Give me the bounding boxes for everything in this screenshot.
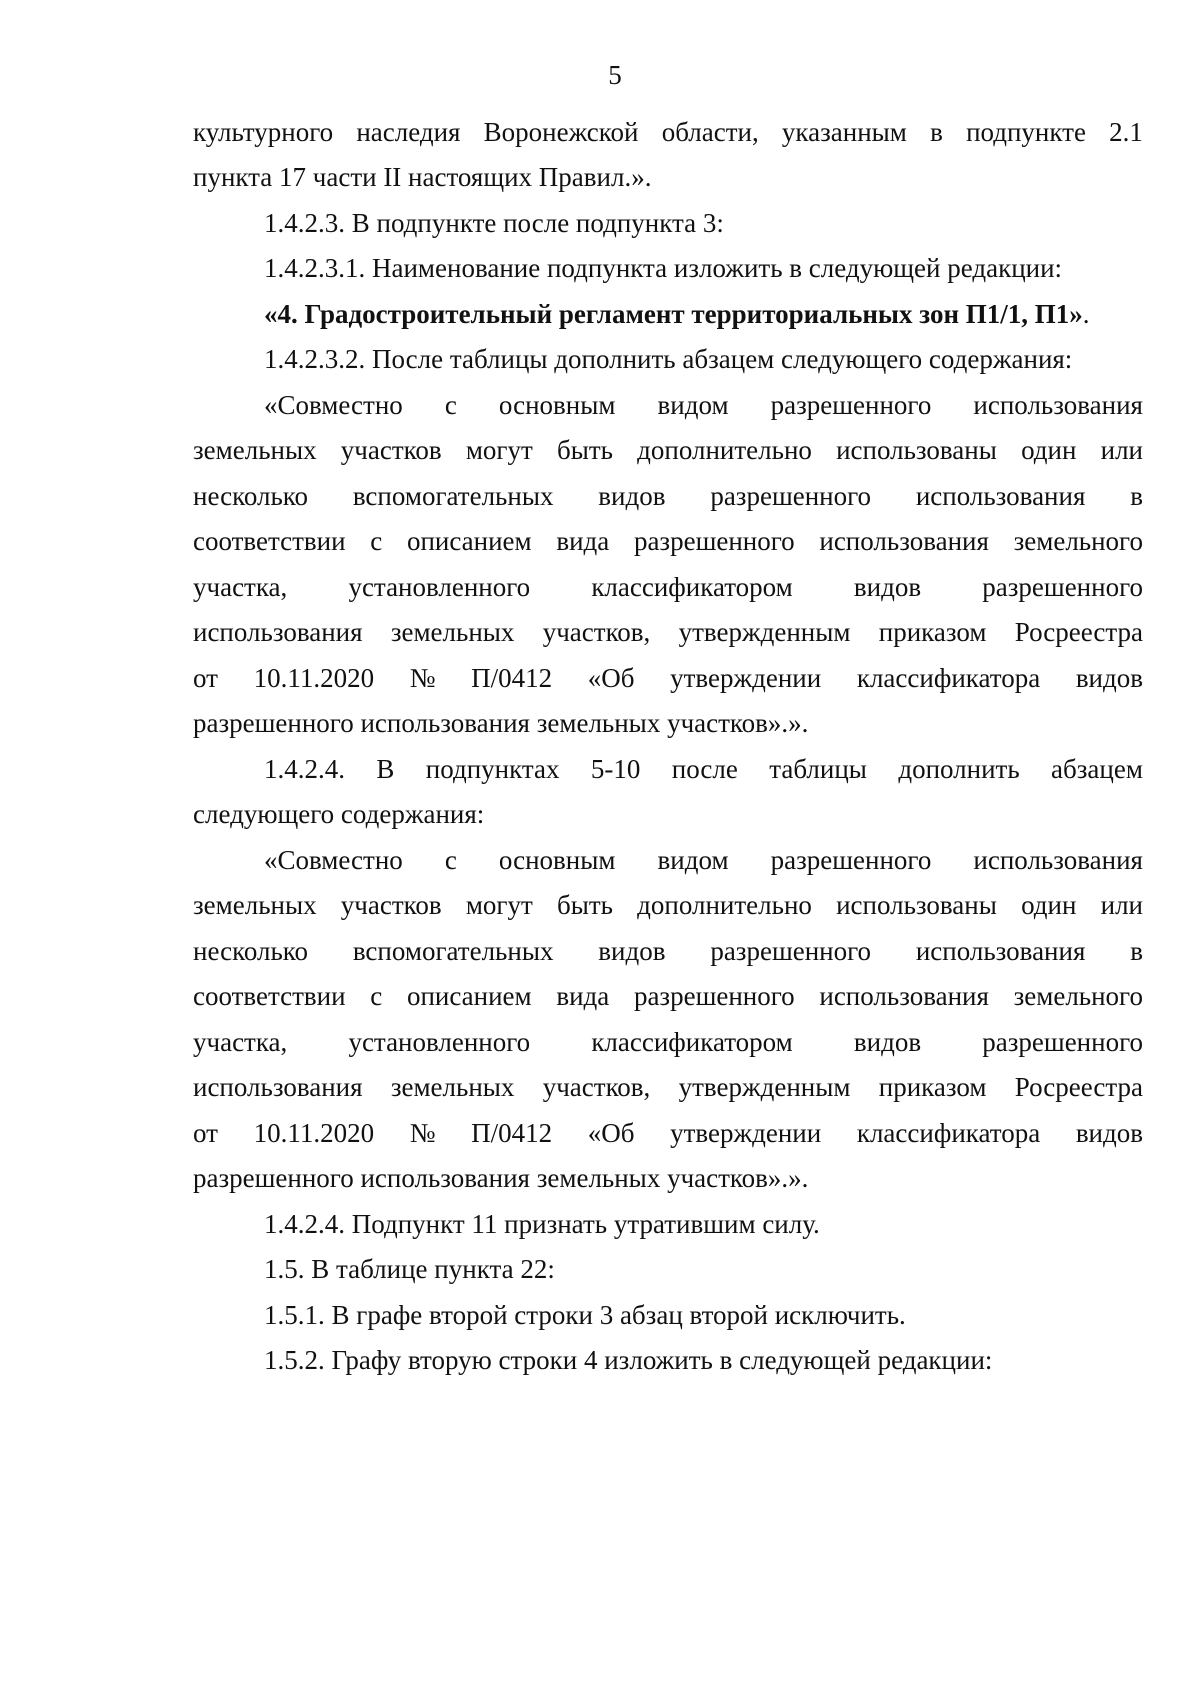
text-line: пункта 17 части II настоящих Правил.». bbox=[193, 162, 652, 192]
word: один bbox=[1021, 890, 1077, 920]
word: классификатором bbox=[591, 572, 793, 602]
word: использования bbox=[915, 936, 1086, 966]
word: видов bbox=[853, 572, 922, 602]
bold-heading: «4. Градостроительный регламент территориальных зон П1/1, П1» bbox=[264, 299, 1083, 329]
text-line: 1.5.1. В графе второй строки 3 абзац второй исключить. bbox=[264, 1300, 906, 1330]
word: П/0412 bbox=[471, 663, 553, 693]
word: вспомогательных bbox=[352, 936, 554, 966]
word: подпункте bbox=[966, 117, 1086, 147]
text-line: разрешенного использования земельных участков».». bbox=[193, 1163, 809, 1193]
word: дополнительно bbox=[637, 890, 812, 920]
word: Воронежской bbox=[483, 117, 639, 147]
word: с bbox=[444, 845, 457, 875]
word: земельных bbox=[193, 435, 317, 465]
word: один bbox=[1021, 435, 1077, 465]
word: от bbox=[193, 663, 218, 693]
text-line bbox=[193, 1024, 1143, 1060]
word: «Совместно bbox=[264, 845, 403, 875]
word: в bbox=[930, 117, 943, 147]
word: несколько bbox=[193, 481, 309, 511]
word: видов bbox=[598, 481, 666, 511]
word: земельных bbox=[193, 890, 317, 920]
word: использования bbox=[193, 617, 363, 647]
page-number: 5 bbox=[608, 60, 622, 90]
word: установленного bbox=[348, 1027, 531, 1057]
word: в bbox=[1130, 481, 1143, 511]
word: после bbox=[671, 754, 738, 784]
word: земельного bbox=[1013, 526, 1143, 556]
text-line: 1.4.2.3.1. Наименование подпункта изложить в следующей редакции: bbox=[264, 253, 1063, 283]
text-line bbox=[264, 387, 1143, 423]
word: основным bbox=[498, 390, 616, 420]
word: 10.11.2020 bbox=[253, 1118, 375, 1148]
word: разрешенного bbox=[770, 390, 932, 420]
text-line: 1.4.2.4. Подпункт 11 признать утратившим силу. bbox=[264, 1209, 820, 1239]
word: 1.4.2.4. bbox=[264, 754, 345, 784]
word: участка, bbox=[193, 1027, 288, 1057]
text-line: разрешенного использования земельных участков».». bbox=[193, 708, 809, 738]
text-line bbox=[193, 887, 1143, 923]
word: использованы bbox=[836, 435, 997, 465]
word: могут bbox=[465, 890, 533, 920]
word: видов bbox=[1075, 663, 1143, 693]
word: «Об bbox=[587, 1118, 635, 1148]
word: в bbox=[1130, 936, 1143, 966]
word: № bbox=[409, 1118, 436, 1148]
word: использования bbox=[819, 981, 989, 1011]
word: или bbox=[1100, 435, 1143, 465]
word: классификатора bbox=[856, 663, 1041, 693]
word: использования bbox=[973, 390, 1143, 420]
word: разрешенного bbox=[633, 981, 795, 1011]
text-line bbox=[193, 569, 1143, 605]
word: видов bbox=[598, 936, 666, 966]
word: утверждении bbox=[670, 663, 822, 693]
text-line bbox=[193, 1069, 1143, 1105]
word: видом bbox=[657, 390, 729, 420]
word: утвержденным bbox=[678, 1072, 851, 1102]
text-line bbox=[193, 432, 1143, 468]
text-line: следующего содержания: bbox=[193, 799, 485, 829]
word: 2.1 bbox=[1109, 117, 1143, 147]
word: вида bbox=[556, 981, 610, 1011]
word: № bbox=[409, 663, 436, 693]
word: использования bbox=[915, 481, 1086, 511]
word: 10.11.2020 bbox=[253, 663, 375, 693]
word: разрешенного bbox=[710, 936, 872, 966]
word: дополнить bbox=[898, 754, 1020, 784]
word: таблицы bbox=[769, 754, 867, 784]
word: участков bbox=[340, 890, 442, 920]
word: классификатором bbox=[591, 1027, 793, 1057]
word: использования bbox=[973, 845, 1143, 875]
text-line bbox=[264, 842, 1143, 878]
word: от bbox=[193, 1118, 218, 1148]
word: участков, bbox=[542, 617, 651, 647]
word: земельного bbox=[1013, 981, 1143, 1011]
word: могут bbox=[465, 435, 533, 465]
word: описанием bbox=[406, 526, 532, 556]
word: описанием bbox=[406, 981, 532, 1011]
word: соответствии bbox=[193, 526, 346, 556]
word: основным bbox=[498, 845, 616, 875]
word: разрешенного bbox=[982, 1027, 1143, 1057]
word: с bbox=[370, 526, 383, 556]
word: земельных bbox=[390, 1072, 515, 1102]
word: земельных bbox=[390, 617, 515, 647]
word: «Об bbox=[587, 663, 635, 693]
word: Росреестра bbox=[1014, 1072, 1143, 1102]
word: П/0412 bbox=[471, 1118, 553, 1148]
text-line bbox=[193, 978, 1143, 1014]
text-line: 1.4.2.3.2. После таблицы дополнить абзацем следующего содержания: bbox=[264, 344, 1073, 374]
word: видов bbox=[853, 1027, 922, 1057]
word: с bbox=[370, 981, 383, 1011]
word: быть bbox=[556, 890, 613, 920]
word: приказом bbox=[878, 1072, 987, 1102]
word: разрешенного bbox=[710, 481, 872, 511]
word: установленного bbox=[348, 572, 531, 602]
word: «Совместно bbox=[264, 390, 403, 420]
word: видов bbox=[1075, 1118, 1143, 1148]
word: подпунктах bbox=[425, 754, 560, 784]
word: 5-10 bbox=[590, 754, 641, 784]
text-line bbox=[193, 614, 1143, 650]
word: разрешенного bbox=[982, 572, 1143, 602]
word: указанным bbox=[781, 117, 907, 147]
word: участков, bbox=[542, 1072, 651, 1102]
word: несколько bbox=[193, 936, 309, 966]
text-line bbox=[193, 478, 1143, 514]
text-line: 1.4.2.3. В подпункте после подпункта 3: bbox=[264, 208, 724, 238]
word: области, bbox=[661, 117, 759, 147]
word: Росреестра bbox=[1014, 617, 1143, 647]
word: или bbox=[1100, 890, 1143, 920]
text-line bbox=[193, 933, 1143, 969]
word: быть bbox=[556, 435, 613, 465]
word: приказом bbox=[878, 617, 987, 647]
word: с bbox=[444, 390, 457, 420]
word: участков bbox=[340, 435, 442, 465]
text-line bbox=[193, 660, 1143, 696]
word: вспомогательных bbox=[352, 481, 554, 511]
text-line bbox=[264, 751, 1143, 787]
word: участка, bbox=[193, 572, 288, 602]
word: использования bbox=[193, 1072, 363, 1102]
text-line bbox=[193, 1115, 1143, 1151]
word: наследия bbox=[356, 117, 461, 147]
word: утвержденным bbox=[678, 617, 851, 647]
text-line bbox=[193, 114, 1143, 150]
word: абзацем bbox=[1051, 754, 1143, 784]
heading-end: . bbox=[1082, 299, 1090, 329]
word: вида bbox=[556, 526, 610, 556]
word: разрешенного bbox=[770, 845, 932, 875]
text-line: 1.5. В таблице пункта 22: bbox=[264, 1254, 555, 1284]
word: соответствии bbox=[193, 981, 346, 1011]
text-line: 1.5.2. Графу вторую строки 4 изложить в следующей редакции: bbox=[264, 1345, 993, 1375]
word: видом bbox=[657, 845, 729, 875]
heading-line bbox=[264, 296, 1143, 332]
word: дополнительно bbox=[637, 435, 812, 465]
word: разрешенного bbox=[633, 526, 795, 556]
word: утверждении bbox=[670, 1118, 822, 1148]
text-line bbox=[193, 523, 1143, 559]
word: В bbox=[376, 754, 395, 784]
word: классификатора bbox=[856, 1118, 1041, 1148]
word: использования bbox=[819, 526, 989, 556]
word: использованы bbox=[836, 890, 997, 920]
word: культурного bbox=[193, 117, 334, 147]
